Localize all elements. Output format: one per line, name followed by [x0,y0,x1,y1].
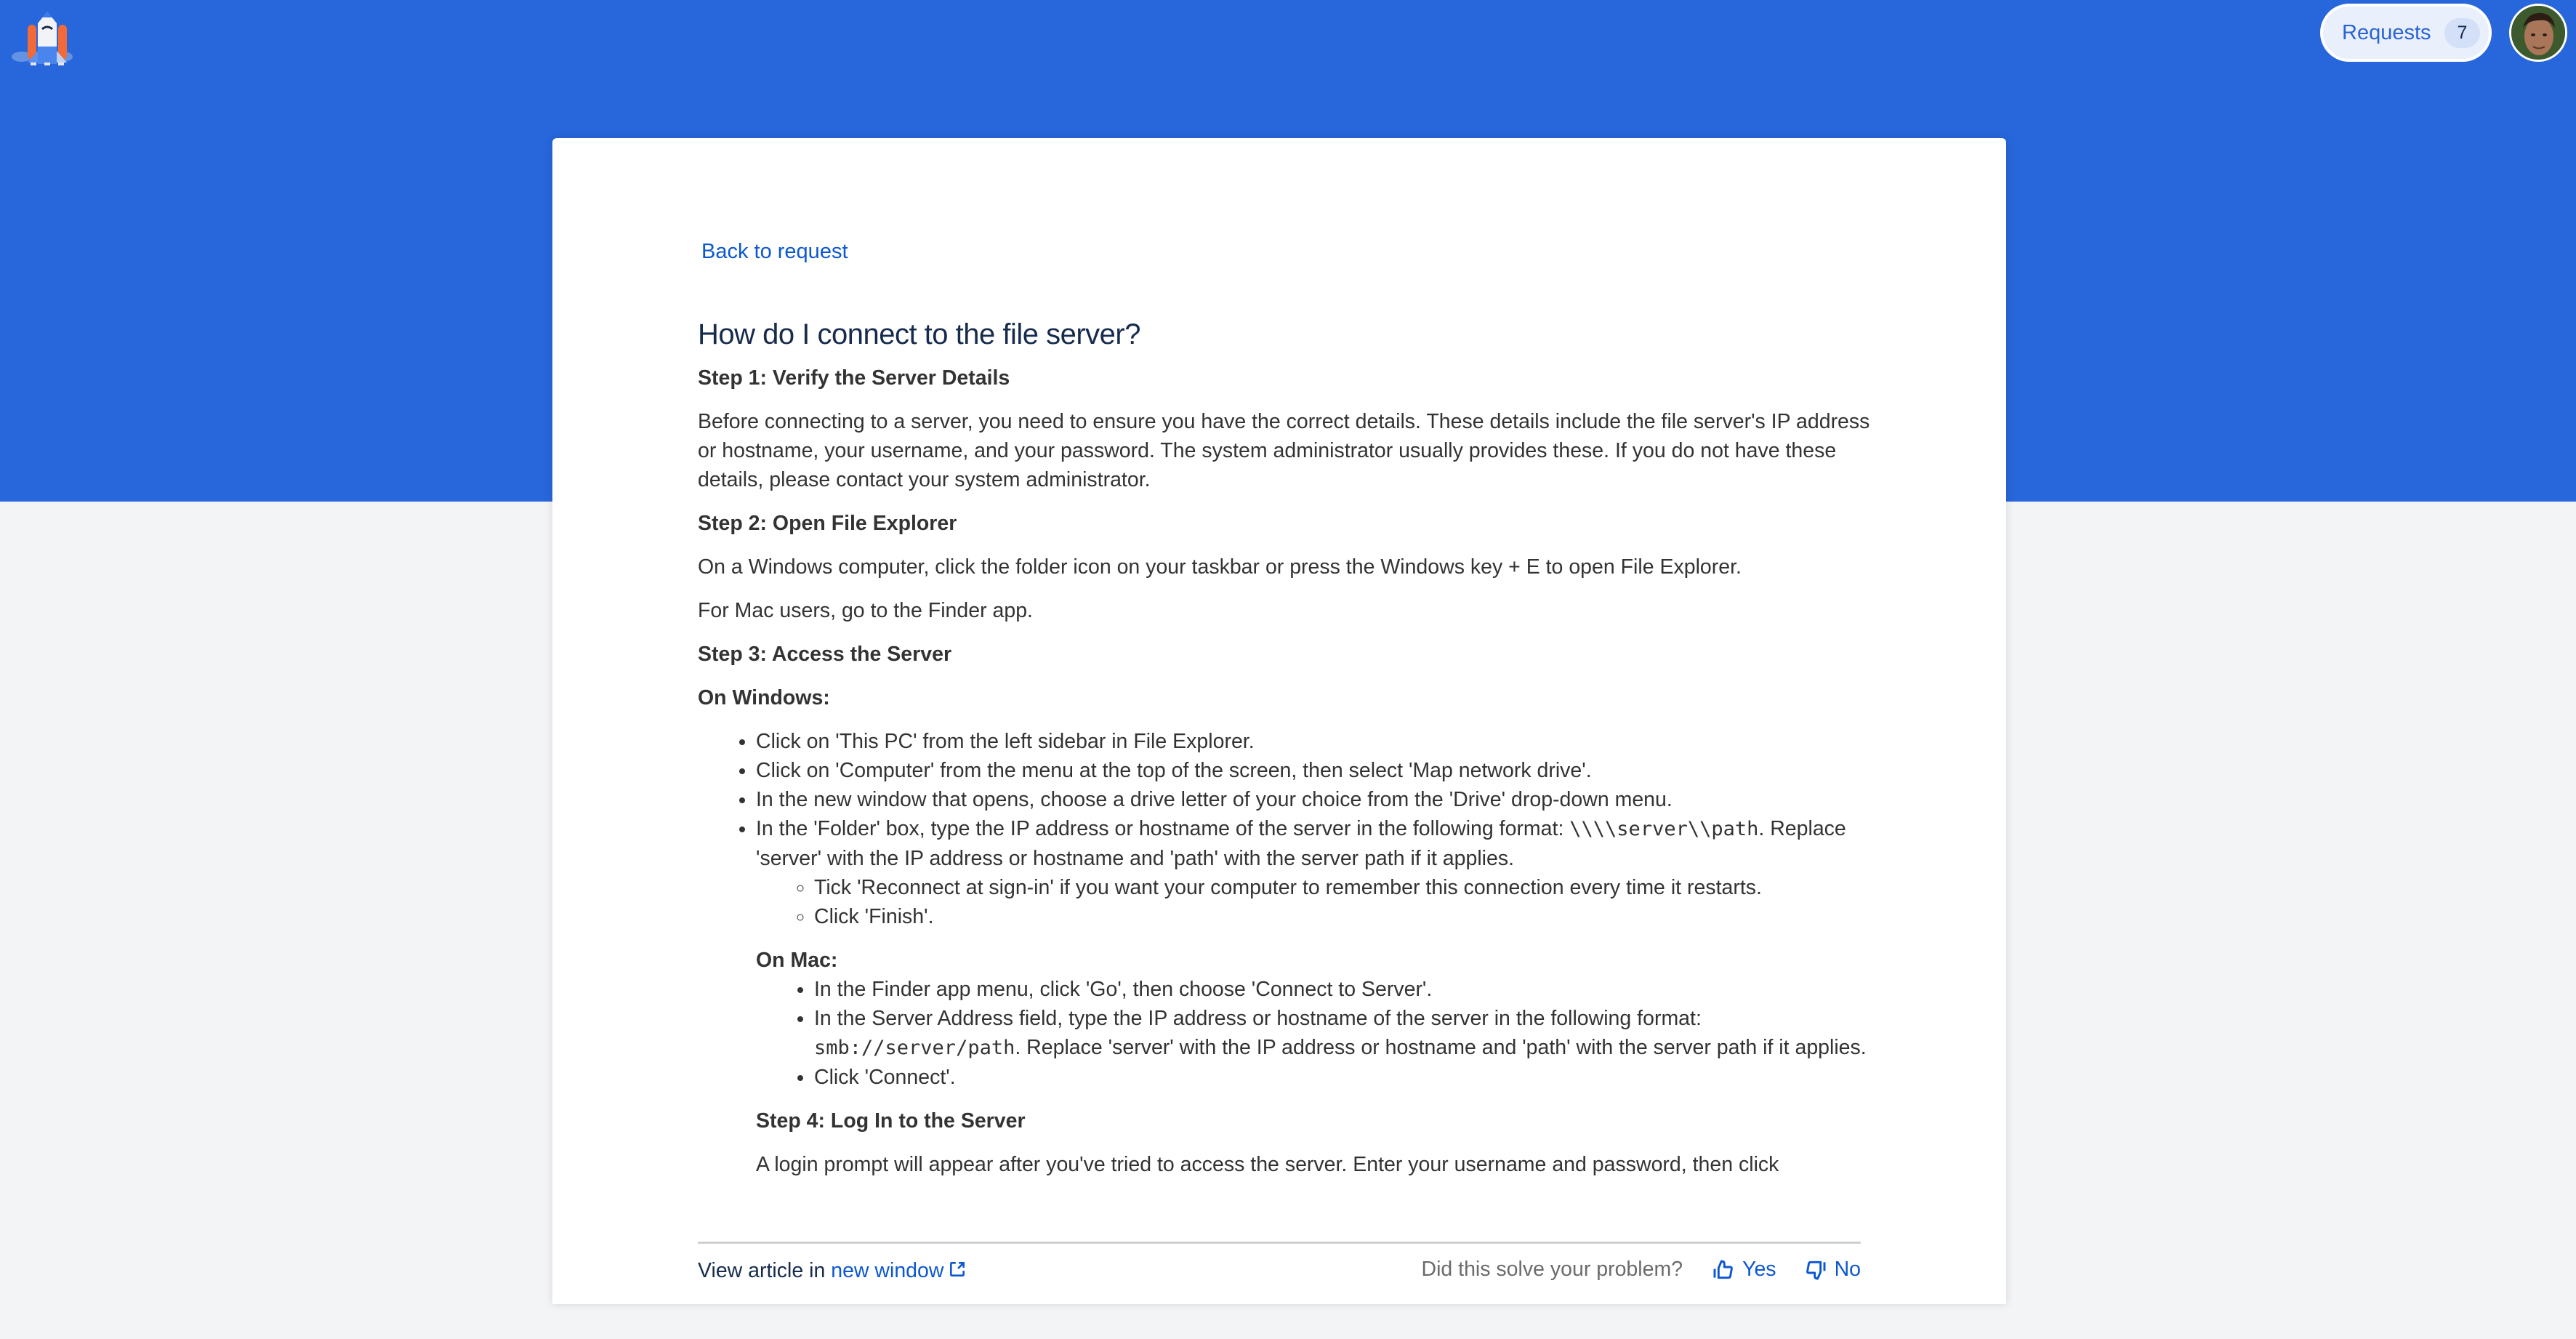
new-window-label: new window [831,1259,944,1282]
folder-step-text: In the 'Folder' box, type the IP address or hostname of the server in the following format: [756,817,1570,840]
back-to-request-link[interactable]: Back to request [701,240,848,263]
rocket-logo-icon[interactable] [6,6,79,65]
mac-step2-text: In the Server Address field, type the IP address or hostname of the server in the following format: [814,1007,1702,1030]
step2-body-mac: For Mac users, go to the Finder app. [698,599,1033,622]
step3-heading: Step 3: Access the Server [698,643,952,666]
mac-section [698,946,1875,1179]
thumbs-up-icon [1712,1258,1735,1282]
step1-body: Before connecting to a server, you need to ensure you have the correct details. These details include the file server's IP address or hostname, your username, and your password. The system administrator usually provides these. If you do not have these details, please contact your system administrator. [698,410,1870,491]
mac-step2-text-end: . Replace 'server' with the IP address or hostname and 'path' with the server path if it applies. [1015,1036,1867,1059]
step4-body: A login prompt will appear after you've tried to access the server. Enter your username and password, then click [756,1153,1779,1176]
article-body [698,363,1875,1179]
smb-path-code: smb://server/path [814,1037,1015,1059]
article-title: How do I connect to the file server? [698,318,1140,350]
view-article-footer [698,1259,967,1283]
step2-body-windows: On a Windows computer, click the folder icon on your taskbar or press the Windows key + E to open File Explorer. [698,555,1742,579]
folder-step-text-end: . Replace 'server' with the IP address or hostname and 'path' with the server path if it applies. [756,817,1846,870]
feedback-question: Did this solve your problem? [1421,1258,1683,1281]
windows-heading: On Windows: [698,686,830,709]
mac-heading: On Mac: [756,949,838,972]
step2-heading: Step 2: Open File Explorer [698,512,957,535]
footer-divider [698,1242,1861,1244]
mac-steps-list [756,975,1875,1092]
list-item: • Click on 'This PC' from the left sidebar in File Explorer. [756,727,1875,756]
no-button[interactable] [1804,1258,1861,1282]
yes-label: Yes [1742,1258,1776,1281]
list-item [814,1004,1875,1063]
no-label: No [1834,1258,1861,1281]
list-item: ◦ Click 'Finish'. [814,902,1875,931]
article-content-scroll[interactable] [698,313,1875,1339]
list-item: • Click on 'Computer' from the menu at the top of the screen, then select 'Map network drive'. [756,756,1875,785]
requests-count-badge: 7 [2444,18,2481,48]
feedback-section [1421,1258,1861,1282]
windows-substeps-list [756,873,1875,931]
article-card [552,138,2006,1304]
folder-path-code: \\\\server\\path [1569,818,1759,840]
list-item: ◦ Tick 'Reconnect at sign-in' if you want your computer to remember this connection every time it restarts. [814,873,1875,902]
list-item: • Click 'Connect'. [814,1063,1875,1092]
step1-heading: Step 1: Verify the Server Details [698,366,1010,390]
windows-steps-list [698,727,1875,931]
requests-label: Requests [2342,20,2431,44]
view-article-prefix: View article in [698,1259,832,1282]
external-link-icon [948,1260,967,1279]
yes-button[interactable] [1712,1258,1776,1282]
list-item: • In the Finder app menu, click 'Go', then choose 'Connect to Server'. [814,975,1875,1004]
user-avatar[interactable] [2509,4,2567,62]
step4-heading: Step 4: Log In to the Server [756,1109,1026,1133]
new-window-link[interactable] [831,1259,967,1282]
requests-button[interactable] [2320,4,2492,62]
list-item: • In the new window that opens, choose a drive letter of your choice from the 'Drive' drop-down menu. [756,785,1875,814]
thumbs-down-icon [1804,1258,1827,1282]
list-item [756,814,1875,931]
